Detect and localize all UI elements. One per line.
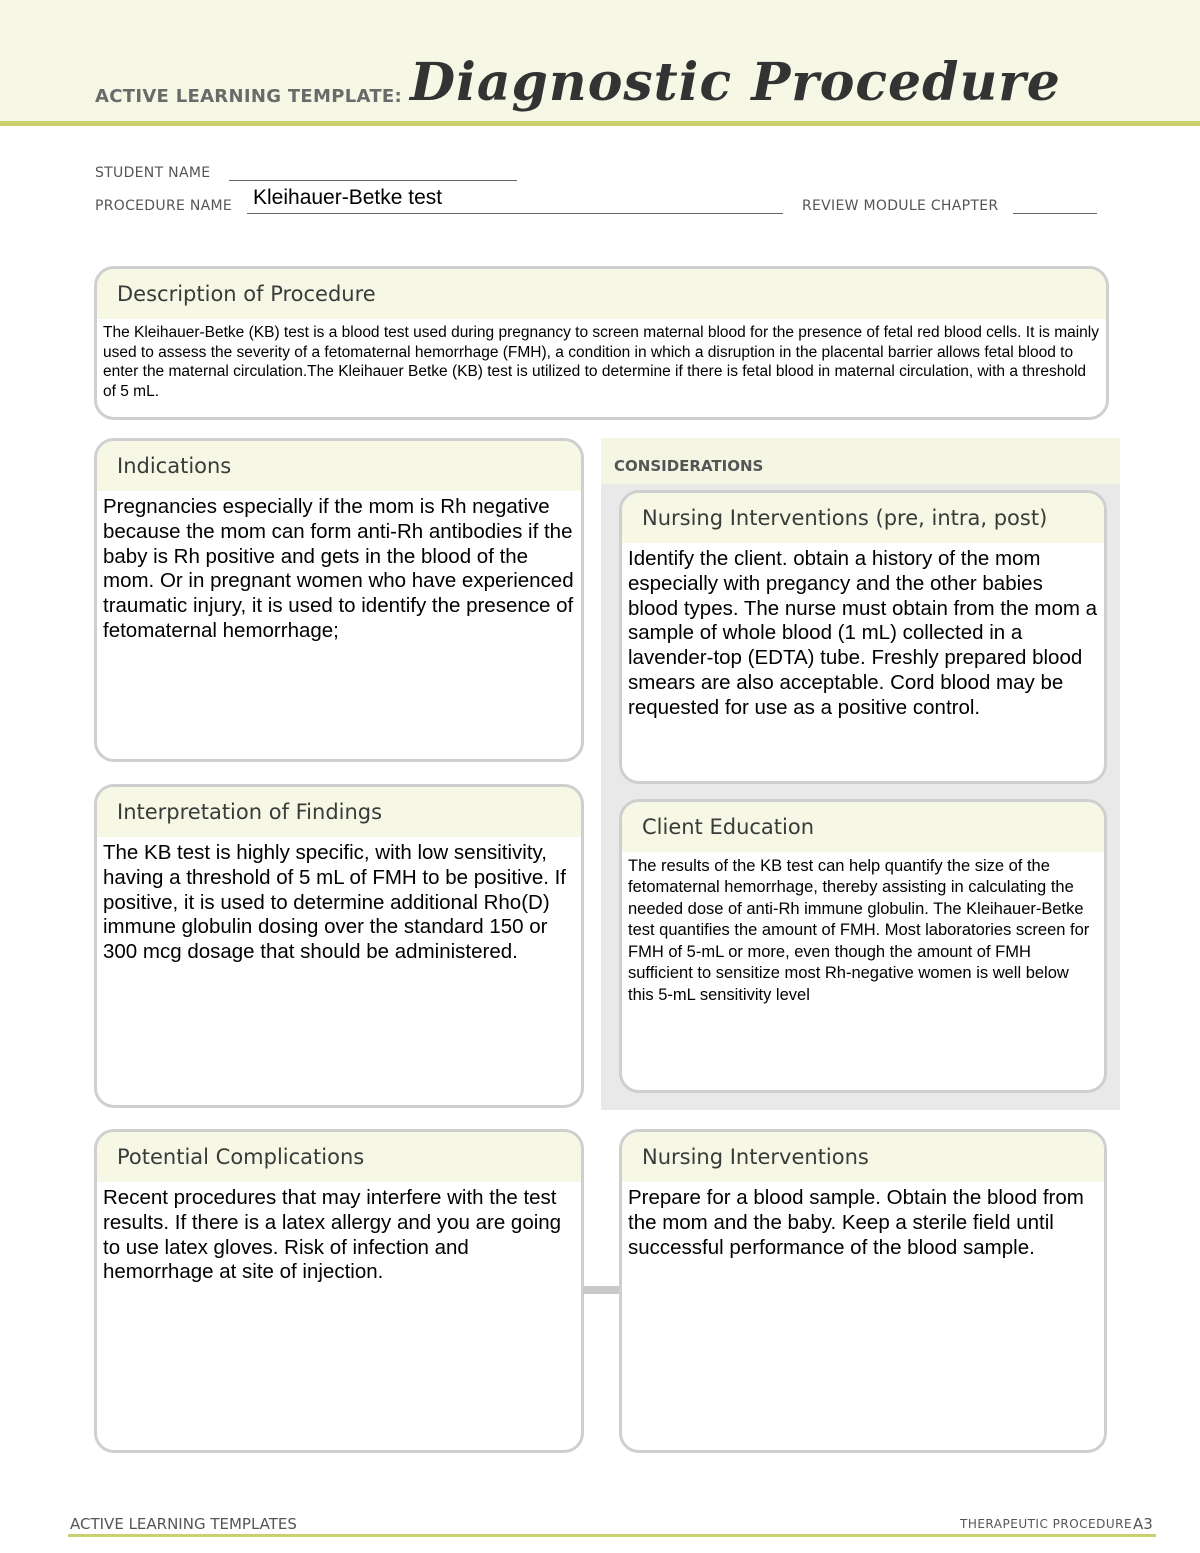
footer-page-number: A3 xyxy=(1133,1515,1153,1533)
description-heading: Description of Procedure xyxy=(97,269,1106,319)
nursing-interventions-text[interactable]: Prepare for a blood sample. Obtain the blood from the mom and the baby. Keep a sterile field until successful performance of the blood sample. xyxy=(628,1186,1084,1259)
indications-panel xyxy=(94,438,584,762)
interpretation-text[interactable]: The KB test is highly specific, with low sensitivity, having a threshold of 5 mL of FMH to be positive. If positive, it is used to determine additional Rho(D) immune globulin dosing over the standard 150 or 300 mcg dosage that should be administered. xyxy=(103,841,567,964)
indications-heading: Indications xyxy=(97,441,581,491)
footer-rule xyxy=(68,1534,1156,1537)
header-label: ACTIVE LEARNING TEMPLATE: xyxy=(95,86,402,107)
nursing-interventions-pip-text[interactable]: Identify the client. obtain a history of the mom especially with pregancy and the other babies blood types. The nurse must obtain from the mom a sample of whole blood (1 mL) collected in a lavender-top (EDTA) tube. Freshly prepared blood smears are also acceptable. Cord blood may be requested for use as a positive control. xyxy=(628,547,1098,719)
footer-left: ACTIVE LEARNING TEMPLATES xyxy=(70,1515,297,1533)
interpretation-heading: Interpretation of Findings xyxy=(97,787,581,837)
procedure-name-label: PROCEDURE NAME xyxy=(95,198,233,214)
student-name-label: STUDENT NAME xyxy=(95,165,211,181)
nursing-interventions-pip-panel xyxy=(619,490,1107,784)
nursing-interventions-heading: Nursing Interventions xyxy=(622,1132,1104,1182)
potential-complications-text[interactable]: Recent procedures that may interfere with the test results. If there is a latex allergy and you are going to use latex gloves. Risk of infection and hemorrhage at site of injection. xyxy=(103,1186,562,1284)
review-module-field[interactable] xyxy=(1013,213,1097,214)
review-module-label: REVIEW MODULE CHAPTER xyxy=(802,198,999,214)
footer-right: THERAPEUTIC PROCEDURE xyxy=(960,1517,1133,1531)
indications-text[interactable]: Pregnancies especially if the mom is Rh negative because the mom can form anti-Rh antibodies if the baby is Rh positive and gets in the blood of the mom. Or in pregnant women who have experienced traumatic injury, it is used to identify the presence of fetomaternal hemorrhage; xyxy=(103,495,574,642)
nursing-interventions-pip-heading: Nursing Interventions (pre, intra, post) xyxy=(622,493,1104,543)
panel-connector xyxy=(583,1286,621,1294)
potential-complications-panel xyxy=(94,1129,584,1453)
client-education-heading: Client Education xyxy=(622,802,1104,852)
considerations-label: CONSIDERATIONS xyxy=(614,457,764,475)
potential-complications-heading: Potential Complications xyxy=(97,1132,581,1182)
description-panel xyxy=(94,266,1109,420)
procedure-name-line xyxy=(247,213,783,214)
page-title: Diagnostic Procedure xyxy=(410,52,1061,113)
interpretation-panel xyxy=(94,784,584,1108)
description-text[interactable]: The Kleihauer-Betke (KB) test is a blood test used during pregnancy to screen maternal blood for the presence of fetal red blood cells. It is mainly used to assess the severity of a fetomaternal hemorrhage (FMH), a condition in which a disruption in the placental barrier allows fetal blood to enter the maternal circulation.The Kleihauer Betke (KB) test is utilized to determine if there is fetal blood in maternal circulation, with a threshold of 5 mL. xyxy=(103,324,1099,401)
client-education-text[interactable]: The results of the KB test can help quantify the size of the fetomaternal hemorrhage, thereby assisting in calculating the needed dose of anti-Rh immune globulin. The Kleihauer-Betke test quantifies the amount of FMH. Most laboratories screen for FMH of 5-mL or more, even though the amount of FMH sufficient to sensitize most Rh-negative women is well below this 5-mL sensitivity level xyxy=(628,857,1090,1004)
client-education-panel xyxy=(619,799,1107,1093)
header-rule xyxy=(0,121,1200,126)
nursing-interventions-panel xyxy=(619,1129,1107,1453)
procedure-name-field[interactable]: Kleihauer-Betke test xyxy=(253,186,443,209)
student-name-field[interactable] xyxy=(229,180,517,181)
